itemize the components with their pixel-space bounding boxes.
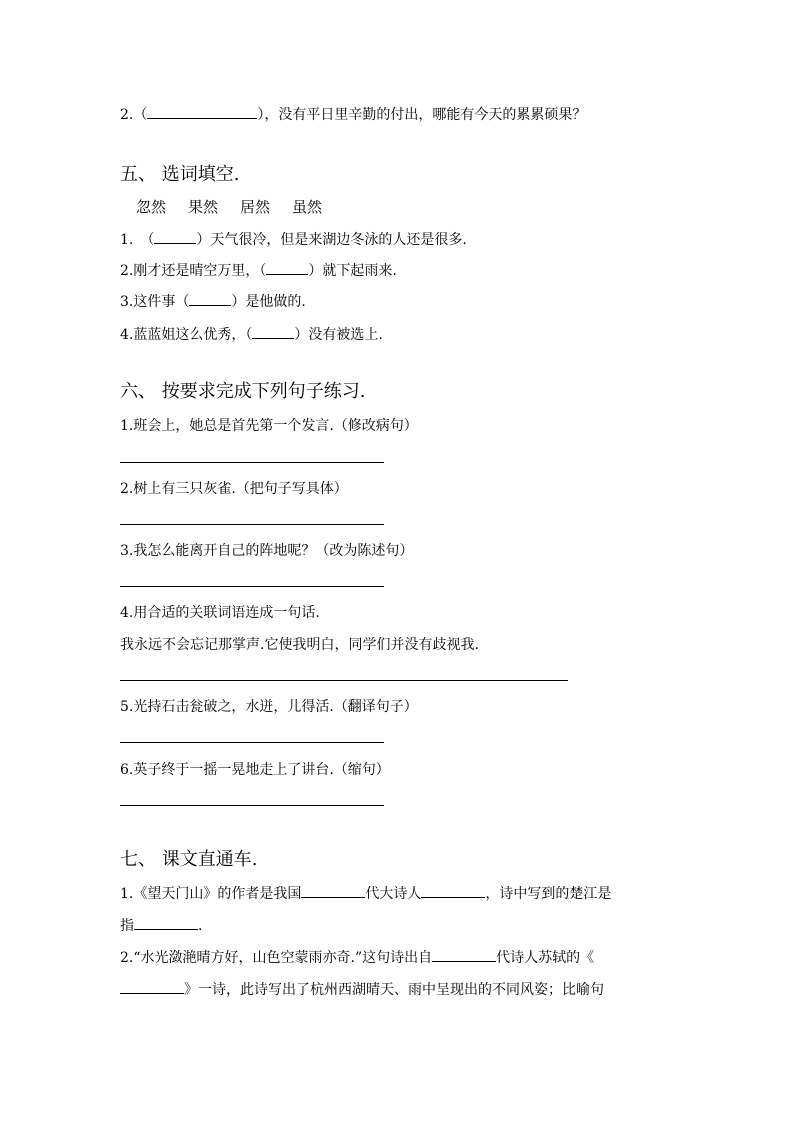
blank[interactable]: [266, 259, 308, 275]
sec7-question-2: 2.“水光潋滟晴方好，山色空蒙雨亦奇.”这句诗出自 代诗人苏轼的《: [120, 946, 594, 967]
blank[interactable]: [252, 323, 294, 339]
answer-line-4[interactable]: [120, 680, 568, 681]
sec5-question-1: 1. （ ）天气很冷，但是来湖边冬泳的人还是很多.: [120, 228, 467, 249]
sec6-question-2: 2.树上有三只灰雀.（把句子写具体）: [120, 481, 348, 497]
word-options: [136, 196, 344, 217]
sec5-question-3: 3.这件事（ ）是他做的.: [120, 290, 306, 311]
blank[interactable]: [421, 882, 485, 898]
sec5-question-4: 4.蓝蓝姐这么优秀，（ ）没有被选上.: [120, 323, 383, 344]
section-7-title: 七、 课文直通车.: [120, 849, 258, 870]
sec6-question-3: 3.我怎么能离开自己的阵地呢？（改为陈述句）: [120, 543, 414, 559]
answer-line-6[interactable]: [120, 805, 384, 806]
section-6-title: 六、 按要求完成下列句子练习.: [120, 381, 366, 402]
sec6-question-5: 5.光持石击瓮破之，水迸，儿得活.（翻译句子）: [120, 699, 418, 715]
sec4-question-2: 2.（ ），没有平日里辛勤的付出，哪能有今天的累累硕果？: [120, 103, 586, 124]
sec6-question-6: 6.英子终于一摇一晃地走上了讲台.（缩句）: [120, 762, 390, 778]
answer-line-1[interactable]: [120, 462, 384, 463]
sec7-question-2-cont: 》一诗，此诗写出了杭州西湖晴天、雨中呈现出的不同风姿；比喻句: [120, 978, 604, 999]
blank[interactable]: [147, 103, 257, 119]
option-4: 虽然: [292, 198, 323, 216]
blank[interactable]: [301, 882, 365, 898]
section-5-title: 五、 选词填空.: [120, 164, 240, 185]
sec6-question-1: 1.班会上，她总是首先第一个发言.（修改病句）: [120, 418, 418, 434]
sec6-question-4-sentence: 我永远不会忘记那掌声.它使我明白，同学们并没有歧视我.: [120, 637, 479, 653]
answer-line-5[interactable]: [120, 742, 384, 743]
sec7-question-1: 1.《望天门山》的作者是我国 代大诗人 ，诗中写到的楚江是: [120, 882, 611, 903]
blank[interactable]: [432, 946, 496, 962]
sec7-question-1-cont: 指 .: [120, 914, 202, 935]
option-3: 居然: [240, 198, 271, 216]
option-2: 果然: [188, 198, 219, 216]
answer-line-2[interactable]: [120, 524, 384, 525]
blank[interactable]: [189, 290, 231, 306]
sec6-question-4: 4.用合适的关联词语连成一句话.: [120, 605, 320, 621]
blank[interactable]: [154, 228, 196, 244]
blank[interactable]: [120, 978, 184, 994]
blank[interactable]: [134, 914, 198, 930]
sec5-question-2: 2.刚才还是晴空万里，（ ）就下起雨来.: [120, 259, 397, 280]
answer-line-3[interactable]: [120, 586, 384, 587]
option-1: 忽然: [136, 198, 167, 216]
